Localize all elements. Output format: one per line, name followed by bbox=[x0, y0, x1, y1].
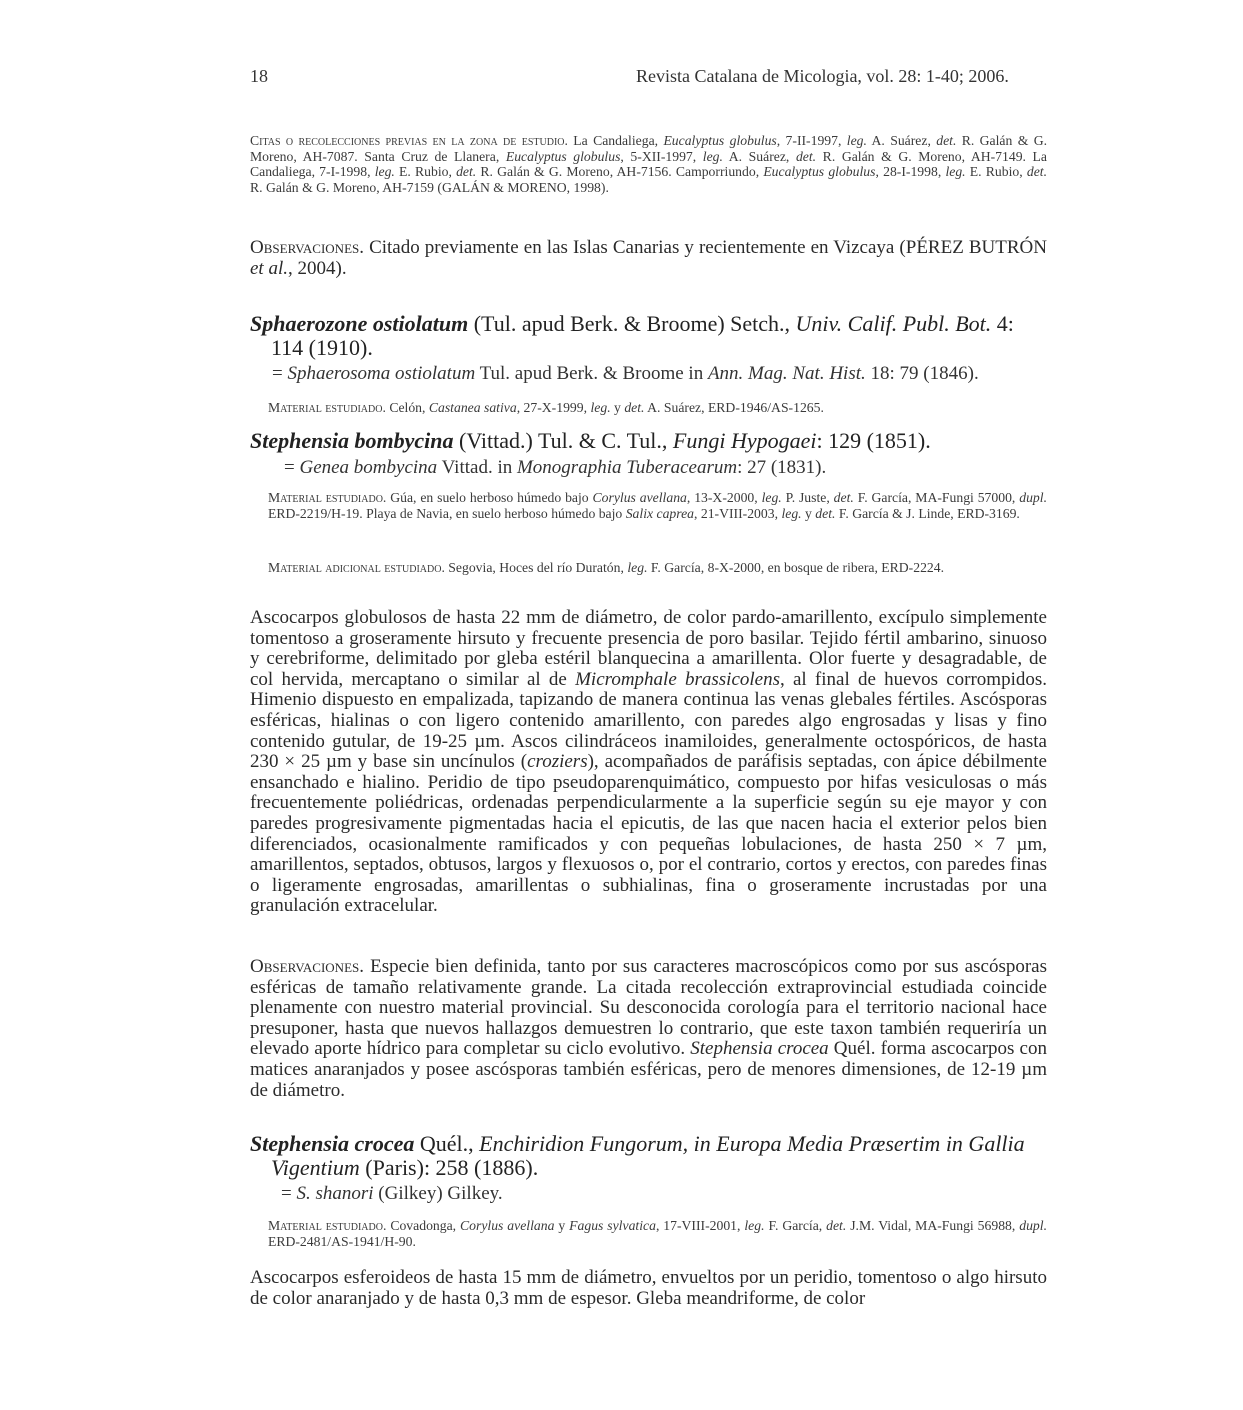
synonym-line: = S. shanori (Gilkey) Gilkey. bbox=[281, 1183, 503, 1204]
observations-paragraph: Observaciones. Especie bien definida, tanto por sus caracteres macroscópicos como por sus ascósporas esféricas de tamaño relativamente grande. La citada recolección extraprovincial estudiada coincide plenamente con nuestro material provincial. Su desconocida corología para el territorio nacional hace presuponer, hasta que nuevos hallazgos demuestren lo contrario, que este taxon también requeriría un elevado aporte hídrico para completar su ciclo evolutivo. Stephensia crocea Quél. forma ascocarpos con matices anaranjados y posee ascósporas también esféricas, pero de menores dimensiones, de 12-19 µm de diámetro. bbox=[250, 956, 1047, 1101]
material-studied: Material estudiado. Gúa, en suelo herboso húmedo bajo Corylus avellana, 13-X-2000, leg. P. Juste, det. F. García, MA-Fungi 57000, dupl. ERD-2219/H-19. Playa de Navia, en suelo herboso húmedo bajo Salix caprea, 21-VIII-2003, leg. y det. F. García & J. Linde, ERD-3169. bbox=[268, 490, 1047, 521]
section-lead: Citas o recolecciones previas en la zona de estudio. bbox=[250, 133, 568, 148]
section-lead: Observaciones. bbox=[250, 237, 364, 258]
running-header: Revista Catalana de Micologia, vol. 28: 1-40; 2006. bbox=[636, 66, 1009, 86]
material-studied: Material estudiado. Covadonga, Corylus avellana y Fagus sylvatica, 17-VIII-2001, leg. F. García, det. J.M. Vidal, MA-Fungi 56988, dupl. ERD-2481/AS-1941/H-90. bbox=[268, 1218, 1047, 1249]
section-lead: Observaciones. bbox=[250, 956, 364, 977]
description-paragraph: Ascocarpos globulosos de hasta 22 mm de diámetro, de color pardo-amarillento, excípulo simplemente tomentoso a groseramente hirsuto y frecuente presencia de poro basilar. Tejido fértil ambarino, sinuoso y cerebriforme, delimitado por gleba estéril blanquecina a amarillenta. Olor fuerte y desagradable, de col hervida, mercaptano o similar al de Micromphale brassicolens, al final de huevos corrompidos. Himenio dispuesto en empalizada, tapizando de manera continua las venas glebales fértiles. Ascósporas esféricas, hialinas o con ligero contenido amarillento, con paredes algo engrosadas y lisas y fino contenido gutular, de 19-25 µm. Ascos cilindráceos inamiloides, generalmente octospóricos, de hasta 230 × 25 µm y base sin uncínulos (croziers), acompañados de paráfisis septadas, con ápice débilmente ensanchado e hialino. Peridio de tipo pseudoparenquimático, compuesto por hifas vesiculosas o más frecuentemente poliédricas, ordenadas perpendicularmente a la superficie según su eje mayor y con paredes progresivamente pigmentadas hacia el epicutis, de las que nacen hacia el exterior pelos bien diferenciados, ocasionalmente ramificados y con pequeñas lobulaciones, de hasta 250 × 7 µm, amarillentos, septados, obtusos, largos y flexuosos o, por el contrario, cortos y erectos, con paredes finas o ligeramente engrosadas, amarillentas o subhialinas, fina o groseramente incrustadas por una granulación extracelular. bbox=[250, 607, 1047, 917]
species-heading: Stephensia bombycina (Vittad.) Tul. & C. Tul., Fungi Hypogaei: 129 (1851). bbox=[250, 428, 931, 453]
page-number: 18 bbox=[250, 66, 268, 86]
species-name: Stephensia bombycina bbox=[250, 428, 454, 453]
species-name: Sphaerozone ostiolatum bbox=[250, 311, 469, 336]
synonym-line: = Genea bombycina Vittad. in Monographia Tuberacearum: 27 (1831). bbox=[284, 457, 827, 478]
species-name: Stephensia crocea bbox=[250, 1131, 415, 1156]
additional-material: Material adicional estudiado. Segovia, Hoces del río Duratón, leg. F. García, 8-X-2000, en bosque de ribera, ERD-2224. bbox=[268, 560, 945, 575]
species-heading: Stephensia crocea Quél., Enchiridion Fungorum, in Europa Media Præsertim in Gallia Vigentium (Paris): 258 (1886). bbox=[250, 1131, 1025, 1180]
observations-paragraph: Observaciones. Citado previamente en las Islas Canarias y recientemente en Vizcaya (PÉREZ BUTRÓN et al., 2004). bbox=[250, 237, 1047, 279]
material-studied: Material estudiado. Celón, Castanea sativa, 27-X-1999, leg. y det. A. Suárez, ERD-1946/AS-1265. bbox=[268, 400, 824, 415]
description-paragraph: Ascocarpos esferoideos de hasta 15 mm de diámetro, envueltos por un peridio, tomentoso o algo hirsuto de color anaranjado y de hasta 0,3 mm de espesor. Gleba meandriforme, de color bbox=[250, 1267, 1047, 1309]
species-heading: Sphaerozone ostiolatum (Tul. apud Berk. & Broome) Setch., Univ. Calif. Publ. Bot. 4: 114 (1910). bbox=[250, 311, 1014, 360]
previous-records-paragraph: Citas o recolecciones previas en la zona de estudio. La Candaliega, Eucalyptus globulus, 7-II-1997, leg. A. Suárez, det. R. Galán & G. Moreno, AH-7087. Santa Cruz de Llanera, Eucalyptus globulus, 5-XII-1997, leg. A. Suárez, det. R. Galán & G. Moreno, AH-7149. La Candaliega, 7-I-1998, leg. E. Rubio, det. R. Galán & G. Moreno, AH-7156. Camporriundo, Eucalyptus globulus, 28-I-1998, leg. E. Rubio, det. R. Galán & G. Moreno, AH-7159 (GALÁN & MORENO, 1998). bbox=[250, 133, 1048, 195]
synonym-line: = Sphaerosoma ostiolatum Tul. apud Berk. & Broome in Ann. Mag. Nat. Hist. 18: 79 (1846). bbox=[272, 363, 979, 384]
